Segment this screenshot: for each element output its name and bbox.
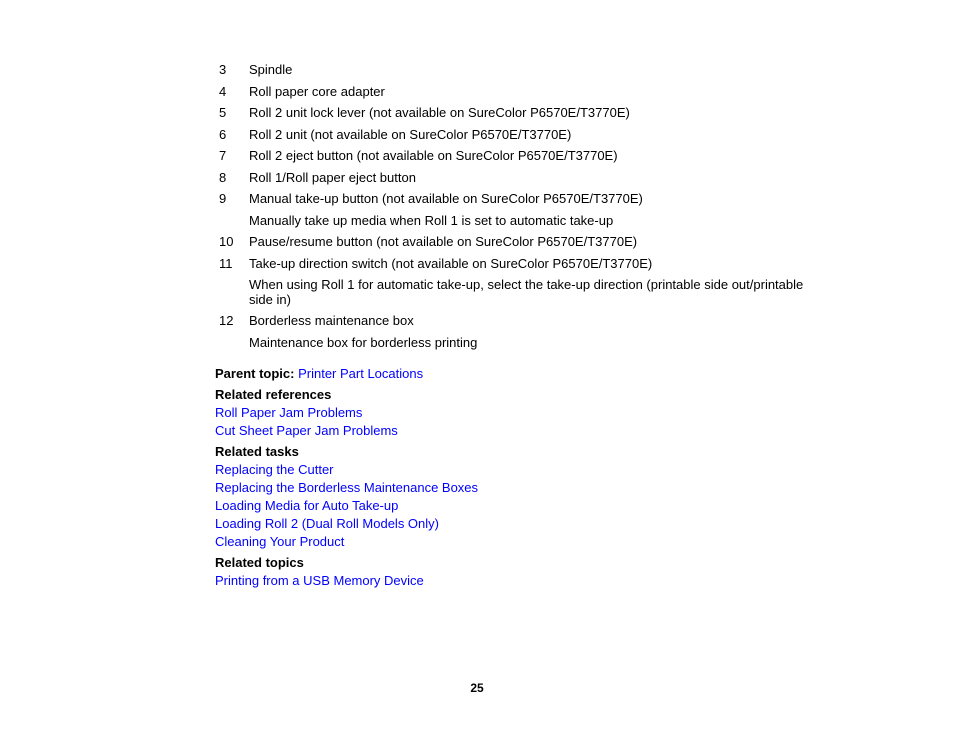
related-links-section [215, 366, 715, 588]
related-reference-link[interactable]: Roll Paper Jam Problems [215, 405, 363, 420]
list-item [219, 62, 819, 77]
related-references-heading: Related references [215, 387, 332, 402]
item-number: 8 [219, 169, 227, 185]
related-topics-heading: Related topics [215, 555, 304, 570]
item-text: Borderless maintenance box [249, 313, 414, 328]
list-item [219, 313, 819, 328]
item-number: 3 [219, 62, 227, 77]
item-number: 7 [219, 148, 227, 163]
item-number: 6 [219, 126, 227, 142]
parent-topic [215, 366, 715, 381]
list-item [219, 105, 819, 120]
list-item [219, 256, 819, 271]
related-topic-link[interactable]: Printing from a USB Memory Device [215, 573, 424, 588]
item-text: Roll paper core adapter [249, 83, 385, 99]
page-number: 25 [470, 681, 484, 695]
item-text: Take-up direction switch (not available on SureColor P6570E/T3770E) [249, 255, 653, 271]
item-note: When using Roll 1 for automatic take-up, select the take-up direction (printable side out/printable side in) [249, 277, 804, 307]
item-text: Roll 2 eject button (not available on SureColor P6570E/T3770E) [249, 148, 618, 163]
parent-topic-link[interactable]: Printer Part Locations [298, 366, 424, 381]
item-text: Spindle [249, 62, 293, 77]
item-text: Pause/resume button (not available on SureColor P6570E/T3770E) [249, 234, 638, 249]
item-number: 5 [219, 105, 227, 120]
related-task-link[interactable]: Replacing the Borderless Maintenance Boxes [215, 480, 479, 495]
item-number: 12 [219, 313, 234, 328]
list-item [219, 148, 819, 163]
related-task-link[interactable]: Cleaning Your Product [215, 534, 345, 549]
item-number: 4 [219, 83, 227, 99]
list-item [219, 84, 819, 99]
related-task-link[interactable]: Loading Media for Auto Take-up [215, 498, 399, 513]
item-number: 10 [219, 234, 234, 249]
item-note: Manually take up media when Roll 1 is set to automatic take-up [249, 212, 614, 228]
parts-list [219, 62, 819, 350]
item-text: Roll 2 unit (not available on SureColor P6570E/T3770E) [249, 126, 572, 142]
related-task-link[interactable]: Replacing the Cutter [215, 462, 334, 477]
list-item [219, 234, 819, 249]
item-note: Maintenance box for borderless printing [249, 334, 478, 350]
related-tasks-heading: Related tasks [215, 444, 299, 459]
list-item [219, 170, 819, 185]
item-text: Roll 2 unit lock lever (not available on SureColor P6570E/T3770E) [249, 105, 630, 120]
related-task-link[interactable]: Loading Roll 2 (Dual Roll Models Only) [215, 516, 439, 531]
item-number: 9 [219, 191, 227, 206]
list-item [219, 127, 819, 142]
item-text: Roll 1/Roll paper eject button [249, 169, 416, 185]
related-reference-link[interactable]: Cut Sheet Paper Jam Problems [215, 423, 398, 438]
parent-topic-label: Parent topic: [215, 366, 295, 381]
item-number: 11 [219, 255, 233, 271]
list-item [219, 191, 819, 206]
item-text: Manual take-up button (not available on SureColor P6570E/T3770E) [249, 191, 643, 206]
